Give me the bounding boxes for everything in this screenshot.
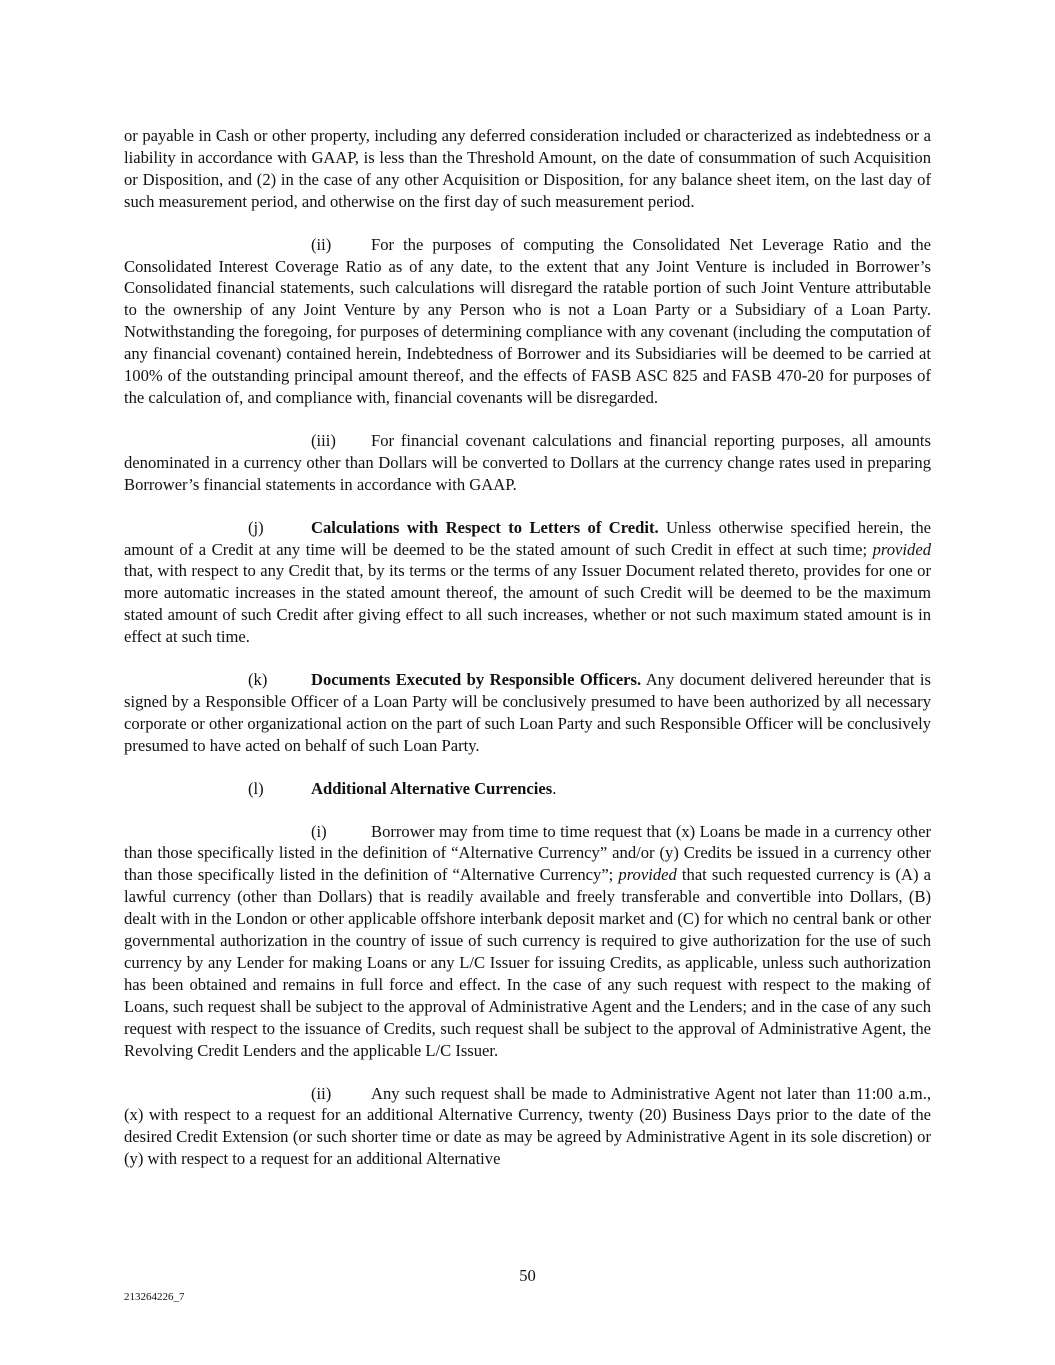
paragraph-text: For the purposes of computing the Consolidated Net Leverage Ratio and the Consolidated Interest Coverage Ratio as of any date, to the extent that any Joint Venture is included in Borrower’s Consolidated financial statements, such calculations will disregard the ratable portion of such Joint Venture attributable to the ownership of any Joint Venture by any Person who is not a Loan Party or a Subsidiary of a Loan Party. Notwithstanding the foregoing, for purposes of determining compliance with any covenant (including the computation of any financial covenant) contained herein, Indebtedness of Borrower and its Subsidiaries will be deemed to be carried at 100% of the outstanding principal amount thereof, and the effects of FASB ASC 825 and FASB 470-20 for purposes of the calculation of, and compliance with, financial covenants will be disregarded. [124, 234, 931, 407]
document-id: 213264226_7 [124, 1291, 185, 1303]
section-heading: Calculations with Respect to Letters of Credit. [311, 517, 659, 537]
paragraph-continuation: or payable in Cash or other property, including any deferred consideration included or characterized as indebtedness or a liability in accordance with GAAP, is less than the Threshold Amount, on the date of consummation of such Acquisition or Disposition, and (2) in the case of any other Acquisition or Disposition, for any balance sheet item, on the last day of such measurement period, and otherwise on the first day of such measurement period. [124, 126, 931, 211]
paragraph-text: that, with respect to any Credit that, by its terms or the terms of any Issuer Document related thereto, provides for one or more automatic increases in the stated amount thereof, the amount of such Credit will be deemed to be the maximum stated amount of such Credit after giving effect to all such increases, whether or not such maximum stated amount is in effect at such time. [124, 561, 931, 647]
paragraph-k-responsible-officers [124, 669, 931, 757]
paragraph-text: For financial covenant calculations and financial reporting purposes, all amounts denominated in a currency other than Dollars will be converted to Dollars at the currency change rates used in preparing Borrower’s financial statements in accordance with GAAP. [124, 430, 931, 494]
paragraph-label: (k) [248, 670, 268, 690]
paragraph-text: Any such request shall be made to Administrative Agent not later than 11:00 a.m., (x) with respect to a request for an additional Alternative Currency, twenty (20) Business Days prior to the date of the desired Credit Extension (or such shorter time or date as may be agreed by Administrative Agent in its sole discretion) or (y) with respect to a request for an additional Alternative [124, 1083, 931, 1169]
paragraph-ii-consolidated-ratios [124, 234, 931, 409]
italic-term: provided [872, 539, 931, 559]
paragraph-text: Borrower may from time to time request that (x) Loans be made in a currency other than those specifically listed in the definition of “Alternative Currency” and/or (y) Credits be issued in a currency other than those specifically listed in the definition of “Alternative Currency”; [124, 821, 931, 885]
paragraph-j-letters-of-credit [124, 517, 931, 648]
paragraph-iii-currency-conversion [124, 430, 931, 496]
paragraph-label: (l) [248, 778, 264, 798]
paragraph-text: that such requested currency is (A) a lawful currency (other than Dollars) that is readily available and freely transferable and convertible into Dollars, (B) dealt with in the London or other applicable offshore interbank deposit market and (C) for which no central bank or other governmental authorization in the country of issue of such currency is required to give authorization for the use of such currency by any Lender for making Loans or any L/C Issuer for issuing Credits, as applicable, unless such authorization has been obtained and remains in full force and effect. In the case of any such request with respect to the making of Loans, such request shall be subject to the approval of Administrative Agent and the Lenders; and in the case of any such request with respect to the issuance of Credits, such request shall be subject to the approval of Administrative Agent, the Revolving Credit Lenders and the applicable L/C Issuer. [124, 865, 931, 1060]
page-number: 50 [519, 1266, 536, 1285]
paragraph-text: Unless otherwise specified herein, the amount of a Credit at any time will be deemed to be the stated amount of such Credit in effect at such time; [124, 517, 931, 559]
section-heading: Documents Executed by Responsible Officers. [311, 670, 642, 690]
paragraph-label: (ii) [311, 234, 332, 254]
paragraph-text: Any document delivered hereunder that is signed by a Responsible Officer of a Loan Party will be conclusively presumed to have been authorized by all necessary corporate or other organizational action on the part of such Loan Party and such Responsible Officer will be conclusively presumed to have acted on behalf of such Loan Party. [124, 670, 931, 755]
paragraph-label: (j) [248, 517, 264, 537]
document-body [124, 125, 931, 1191]
paragraph-label: (iii) [311, 430, 336, 450]
heading-trail: . [552, 778, 557, 798]
paragraph-l-ii-request-timing [124, 1083, 931, 1171]
italic-term: provided [618, 865, 677, 885]
paragraph-l-i-currency-request [124, 821, 931, 1062]
paragraph-label: (ii) [311, 1083, 332, 1103]
paragraph-label: (i) [311, 821, 327, 841]
section-heading: Additional Alternative Currencies [311, 778, 553, 798]
paragraph-l-additional-currencies [124, 778, 931, 800]
